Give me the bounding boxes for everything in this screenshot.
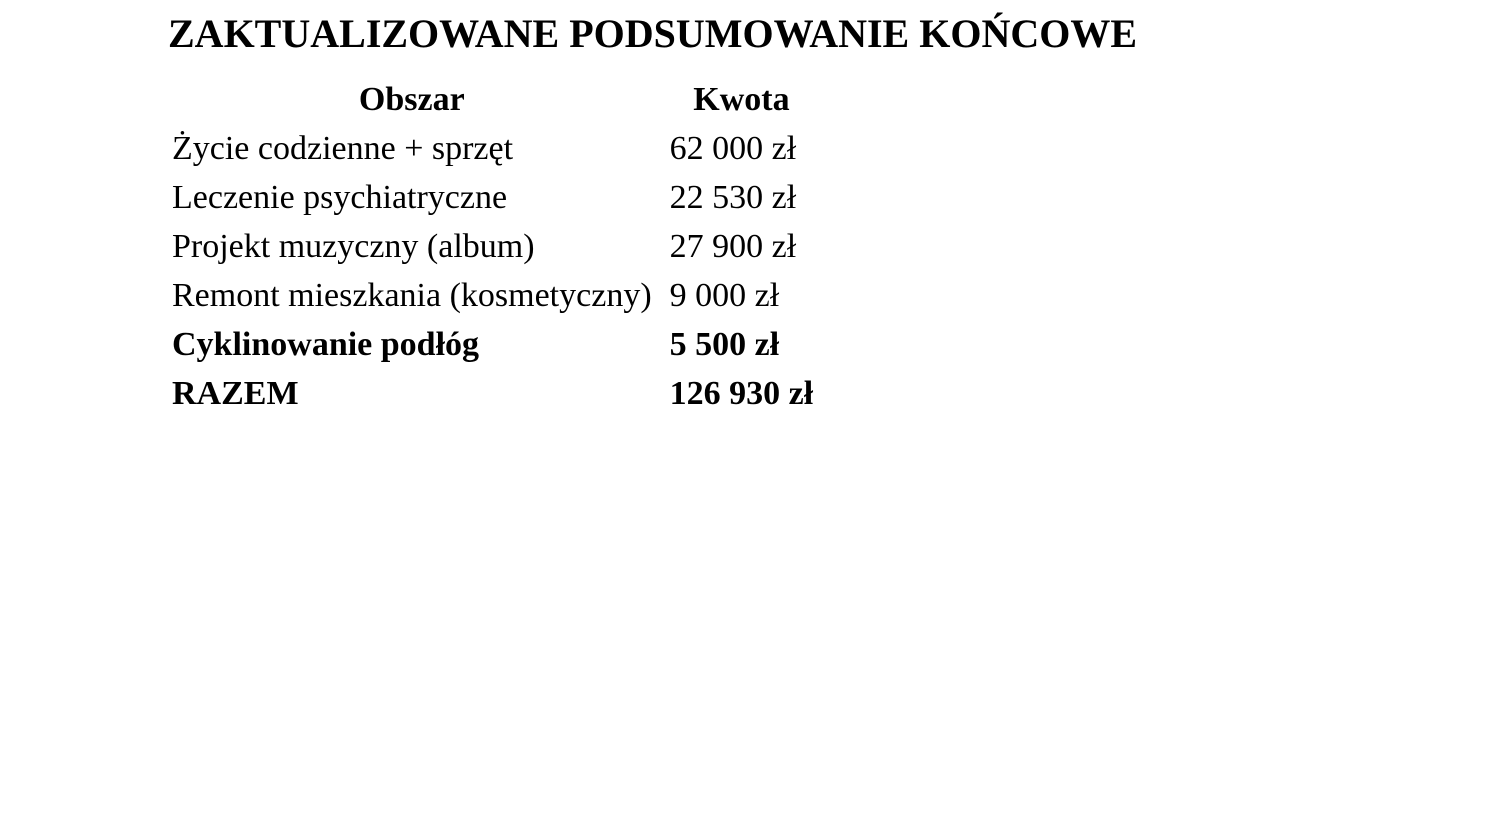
table-row (163, 124, 822, 173)
table-header-row (163, 75, 822, 124)
page-title: ZAKTUALIZOWANE PODSUMOWANIE KOŃCOWE (168, 11, 1138, 56)
area-cell: Leczenie psychiatryczne (172, 179, 508, 216)
total-amount: 126 930 zł (669, 375, 814, 412)
amount-cell: 5 500 zł (669, 326, 780, 363)
column-header-amount: Kwota (693, 81, 790, 118)
column-header-area: Obszar (358, 81, 465, 118)
area-cell: Projekt muzyczny (album) (172, 228, 535, 265)
amount-cell: 62 000 zł (669, 130, 797, 167)
summary-table (163, 75, 822, 418)
table-row (163, 271, 822, 320)
area-cell: Remont mieszkania (kosmetyczny) (172, 277, 652, 314)
total-label: RAZEM (172, 375, 299, 412)
area-cell: Życie codzienne + sprzęt (172, 130, 514, 167)
table-row (163, 222, 822, 271)
table-row (163, 173, 822, 222)
total-row (163, 369, 822, 418)
amount-cell: 27 900 zł (669, 228, 797, 265)
amount-cell: 22 530 zł (669, 179, 797, 216)
table-row (163, 320, 822, 369)
area-cell: Cyklinowanie podłóg (172, 326, 480, 363)
amount-cell: 9 000 zł (669, 277, 780, 314)
